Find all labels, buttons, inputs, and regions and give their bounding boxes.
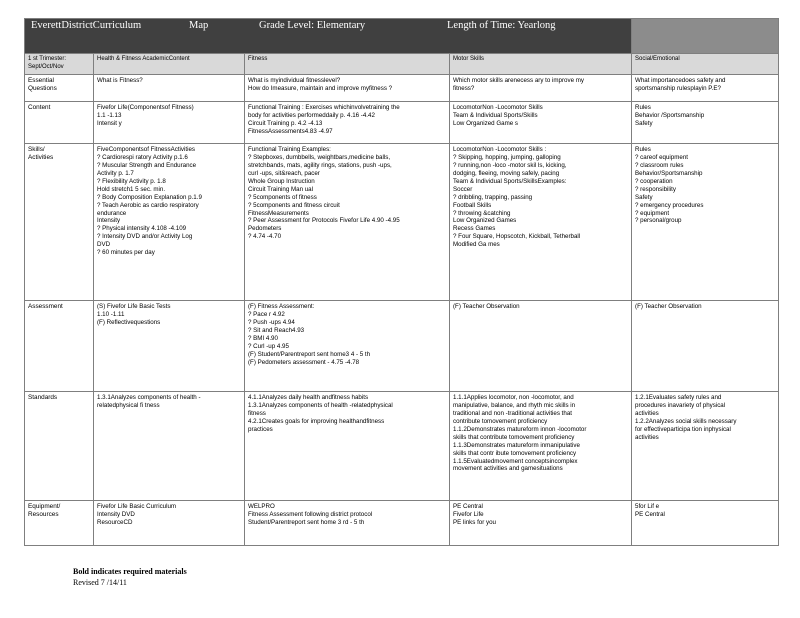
cell-text-line: Activities [28, 154, 54, 162]
cell-text-line: Which motor skills arenecess ary to improve my [453, 77, 585, 84]
curriculum-table [24, 18, 779, 546]
cell-text-line: dodging, fleeing, moving safely, pacing [453, 169, 560, 177]
cell-text-line: (F) Student/Parentreport sent home3 4 - 5 th [248, 350, 371, 358]
cell-text-line: Behavior/Sportsmanship [635, 169, 703, 177]
cell-health [94, 392, 245, 501]
cell-text-line: Circuit Training Man ual [248, 185, 313, 193]
cell-text-line: Intensit y [97, 119, 122, 127]
cell-text-line: ? personal/group [635, 217, 682, 225]
row-label [25, 75, 94, 102]
cell-social [632, 75, 779, 102]
cell-text-line: ? 4.74 -4.70 [248, 233, 282, 241]
row-skills-activities [25, 144, 779, 301]
length-of-time: Length of Time: Yearlong [447, 20, 556, 31]
cell-text-line: ? Push -ups 4.94 [248, 318, 295, 326]
cell-social [632, 144, 779, 301]
cell-text-line: ? equipment [635, 209, 670, 217]
cell-text-line: Functional Training : Exercises whichinvolvetraining the [248, 104, 400, 111]
cell-text-line: ? throwing &catching [453, 209, 511, 217]
cell-text-line: ? Pace r 4.92 [248, 310, 285, 318]
cell-text-line: DVD [97, 241, 111, 249]
row-label [25, 501, 94, 546]
cell-text-line: Safety [635, 119, 653, 127]
cell-text-line: ? careof equipment [635, 153, 688, 161]
cell-text-line: Fivefor Life Basic Curriculum [97, 503, 177, 510]
cell-text-line: Equipment/ [28, 503, 61, 510]
cell-text-line: Hold stretch1 5 sec. min. [97, 185, 166, 193]
cell-text-line: Standards [28, 394, 58, 401]
cell-text-line: ? Intensity DVD and/or Activity Log [97, 233, 193, 241]
cell-health [94, 301, 245, 392]
cell-text-line: WELPRO [248, 503, 275, 510]
row-label [25, 301, 94, 392]
cell-text-line: Soccer [453, 185, 473, 193]
cell-text-line: activities [635, 409, 659, 417]
footer-notes [73, 566, 187, 588]
cell-motor [450, 392, 632, 501]
cell-text-line: Fitness Assessment following district protocol [248, 510, 373, 518]
cell-text-line: (F) Pedometers assessment - 4.75 -4.78 [248, 358, 360, 366]
cell-text-line: (F) Reflectivequestions [97, 318, 161, 326]
cell-text-line: procedures inavariety of physical [635, 401, 726, 409]
cell-text-line: Behavior /Sportsmanship [635, 111, 705, 119]
col-motor: Motor Skills [450, 54, 632, 75]
cell-text-line: ? dribbling, trapping, passing [453, 193, 533, 201]
col-fitness: Fitness [245, 54, 450, 75]
cell-text-line: PE links for you [453, 518, 496, 526]
cell-text-line: Low Organized Game s [453, 119, 518, 127]
cell-fitness [245, 75, 450, 102]
cell-text-line: endurance [97, 209, 127, 217]
cell-text-line: Intensity [97, 217, 121, 225]
cell-text-line: contribute tomovement proficiency [453, 417, 548, 425]
cell-text-line: Intensity DVD [97, 510, 135, 518]
row-label [25, 102, 94, 144]
curriculum-title: EverettDistrictCurriculum [31, 20, 142, 31]
cell-health [94, 102, 245, 144]
cell-text-line: What importancedoes safety and [635, 77, 726, 84]
row-label [25, 392, 94, 501]
column-header-row [25, 54, 779, 75]
cell-text-line: (F) Fitness Assessment: [248, 303, 315, 310]
cell-text-line: ? Teach Aerobic as cardio respiratory [97, 201, 199, 209]
cell-text-line: ? Stepboxes, dumbbells, weightbars,medicine balls, [248, 153, 391, 161]
cell-text-line: ? Peer Assessment for Protocols Fivefor Life 4.90 -4.95 [248, 217, 400, 225]
cell-text-line: What is Fitness? [97, 77, 143, 84]
cell-text-line: stretchbands, mats, agility rings, stations, push -ups, [248, 161, 392, 169]
cell-text-line: ? 5components of fitness [248, 193, 317, 201]
cell-text-line: Whole Group Instruction [248, 177, 315, 185]
cell-text-line: activities [635, 433, 659, 441]
cell-text-line: for effectiveparticipa tion inphysical [635, 425, 731, 433]
cell-text-line: ? 5components and fitness circuit [248, 201, 340, 209]
cell-text-line: ? Cardiorespi ratory Activity p.1.6 [97, 153, 188, 161]
cell-text-line: Team & Individual Sports/Skills [453, 111, 538, 119]
cell-motor [450, 144, 632, 301]
cell-text-line: movement activities and gamesituations [453, 465, 563, 473]
cell-text-line: 1.10 -1.11 [97, 310, 125, 318]
cell-fitness [245, 102, 450, 144]
cell-text-line: ? classroom rules [635, 161, 684, 169]
cell-text-line: Skills/ [28, 146, 45, 153]
cell-text-line: fitness? [453, 84, 475, 92]
cell-text-line: Fivefor Life [453, 510, 484, 518]
cell-text-line: skills that contr ibute tomovement proficiency [453, 449, 577, 457]
cell-motor [450, 501, 632, 546]
row-equipment-resources [25, 501, 779, 546]
cell-text-line: Pedometers [248, 225, 282, 233]
bold-note: Bold indicates required materials [73, 567, 187, 576]
cell-text-line: 1.1 -1.13 [97, 111, 122, 119]
cell-text-line: 1.1.1Applies locomotor, non -locomotor, and [453, 394, 574, 401]
cell-motor [450, 75, 632, 102]
cell-text-line: FiveComponentsof FitnessActivities [97, 146, 196, 153]
cell-text-line: PE Central [453, 503, 483, 510]
cell-text-line: Safety [635, 193, 653, 201]
title-bar [25, 19, 632, 54]
cell-text-line: 4.2.1Creates goals for improving healthandfitness [248, 417, 385, 425]
cell-text-line: (F) Teacher Observation [453, 303, 520, 310]
cell-text-line: Rules [635, 104, 651, 111]
cell-text-line: ? Curl -up 4.95 [248, 342, 289, 350]
cell-text-line: ? Skipping, hopping, jumping, galloping [453, 153, 561, 161]
cell-text-line: ? Flexibility Activity p. 1.8 [97, 177, 166, 185]
cell-text-line: ? Muscular Strength and Endurance [97, 161, 197, 169]
cell-text-line: 1.1.2Demonstrates matureform innon -locomotor [453, 425, 587, 433]
cell-text-line: What is myindividual fitnesslevel? [248, 77, 341, 84]
cell-text-line: manipulative, balance, and rhyth mic skills in [453, 401, 576, 409]
curriculum-map-page [24, 18, 778, 546]
cell-text-line: Functional Training Examples: [248, 146, 331, 153]
grade-level: Grade Level: Elementary [259, 20, 366, 31]
cell-text-line: 1.1.5Evaluatedmovement conceptsincomplex [453, 457, 578, 465]
cell-health [94, 501, 245, 546]
cell-text-line: Team & Individual Sports/SkillsExamples: [453, 177, 567, 185]
cell-social [632, 501, 779, 546]
cell-social [632, 102, 779, 144]
cell-text-line: Questions [28, 85, 57, 93]
cell-text-line: relatedphysical fi tness [97, 401, 160, 409]
cell-text-line: LocomotorNon -Locomotor Skills : [453, 146, 547, 153]
cell-text-line: 4.1.1Analyzes daily health andfitness habits [248, 394, 369, 401]
cell-text-line: PE Central [635, 510, 665, 518]
cell-social [632, 301, 779, 392]
cell-text-line: ? Sit and Reach4.93 [248, 326, 305, 334]
row-assessment [25, 301, 779, 392]
cell-text-line: ? Physical intensity 4.108 -4.109 [97, 225, 187, 233]
cell-text-line: skills that contribute tomovement proficiency [453, 433, 575, 441]
cell-text-line: LocomotorNon -Locomotor Skills [453, 104, 543, 111]
cell-text-line: sportsmanship rulesplayin P.E? [635, 84, 721, 92]
row-label [25, 144, 94, 301]
cell-text-line: FitnessAssessments4.83 -4.97 [248, 127, 333, 135]
cell-text-line: 1.2.1Evaluates safety rules and [635, 394, 722, 401]
cell-text-line: traditional and non -traditional activities that [453, 409, 573, 417]
cell-motor [450, 102, 632, 144]
cell-text-line: ? cooperation [635, 177, 673, 185]
cell-text-line: 1.3.1Analyzes components of health -relatedphysical [248, 401, 393, 409]
cell-text-line: (S) Fivefor Life Basic Tests [97, 303, 171, 310]
cell-text-line: Content [28, 104, 51, 111]
map-label: Map [189, 20, 209, 31]
revised-date: Revised 7 /14/11 [73, 578, 127, 587]
cell-text-line: Low Organized Games [453, 217, 517, 225]
cell-text-line: Recess Games [453, 225, 496, 233]
cell-text-line: Activity p. 1.7 [97, 169, 134, 177]
row-essential-questions [25, 75, 779, 102]
cell-text-line: curl -ups, sit&reach, pacer [248, 169, 320, 177]
cell-fitness [245, 301, 450, 392]
cell-text-line: (F) Teacher Observation [635, 303, 702, 310]
cell-text-line: 1.3.1Analyzes components of health - [97, 394, 201, 401]
title-bar-blank [632, 19, 779, 54]
col-social: Social/Emotional [632, 54, 779, 75]
cell-text-line: ? responsibility [635, 185, 676, 193]
cell-text-line: 1.2.2Analyzes social skills necessary [635, 417, 737, 425]
cell-text-line: body for activities performeddaily p. 4.16 -4.42 [248, 111, 375, 119]
row-content [25, 102, 779, 144]
cell-text-line: Circuit Training p. 4.2 -4.13 [248, 119, 323, 127]
cell-text-line: practices [248, 425, 273, 433]
cell-text-line: Resources [28, 511, 59, 519]
cell-text-line: fitness [248, 409, 266, 417]
cell-text-line: ? Four Square, Hopscotch, Kickball, Tetherball [453, 233, 581, 241]
cell-text-line: ? 60 minutes per day [97, 249, 155, 257]
cell-text-line: 5for Lif e [635, 503, 660, 510]
cell-social [632, 392, 779, 501]
cell-motor [450, 301, 632, 392]
col-trimester: 1 st Trimester: Sept/Oct/Nov [25, 54, 94, 75]
cell-text-line: 1.1.3Demonstrates matureform inmanipulative [453, 441, 580, 449]
cell-text-line: ? running,non -loco -motor skil ls, kicking, [453, 161, 567, 169]
cell-fitness [245, 392, 450, 501]
cell-health [94, 75, 245, 102]
cell-health [94, 144, 245, 301]
cell-fitness [245, 144, 450, 301]
title-row [25, 19, 779, 54]
cell-text-line: How do Imeasure, maintain and improve myfitness ? [248, 84, 393, 92]
cell-text-line: FitnessMeasurements [248, 209, 309, 217]
cell-text-line: ResourceCD [97, 518, 133, 526]
cell-text-line: Modified Ga mes [453, 241, 500, 249]
cell-text-line: Student/Parentreport sent home 3 rd - 5 th [248, 518, 365, 526]
cell-text-line: ? Body Composition Explanation p.1.9 [97, 193, 202, 201]
cell-text-line: Football Skills [453, 201, 492, 209]
cell-text-line: ? BMI 4.90 [248, 334, 278, 342]
cell-fitness [245, 501, 450, 546]
cell-text-line: Fivefor Life(Componentsof Fitness) [97, 104, 194, 111]
cell-text-line: Assessment [28, 303, 63, 310]
col-health: Health & Fitness AcademicContent [94, 54, 245, 75]
cell-text-line: Rules [635, 146, 651, 153]
cell-text-line: ? emergency procedures [635, 201, 704, 209]
row-standards [25, 392, 779, 501]
cell-text-line: Essential [28, 77, 54, 84]
